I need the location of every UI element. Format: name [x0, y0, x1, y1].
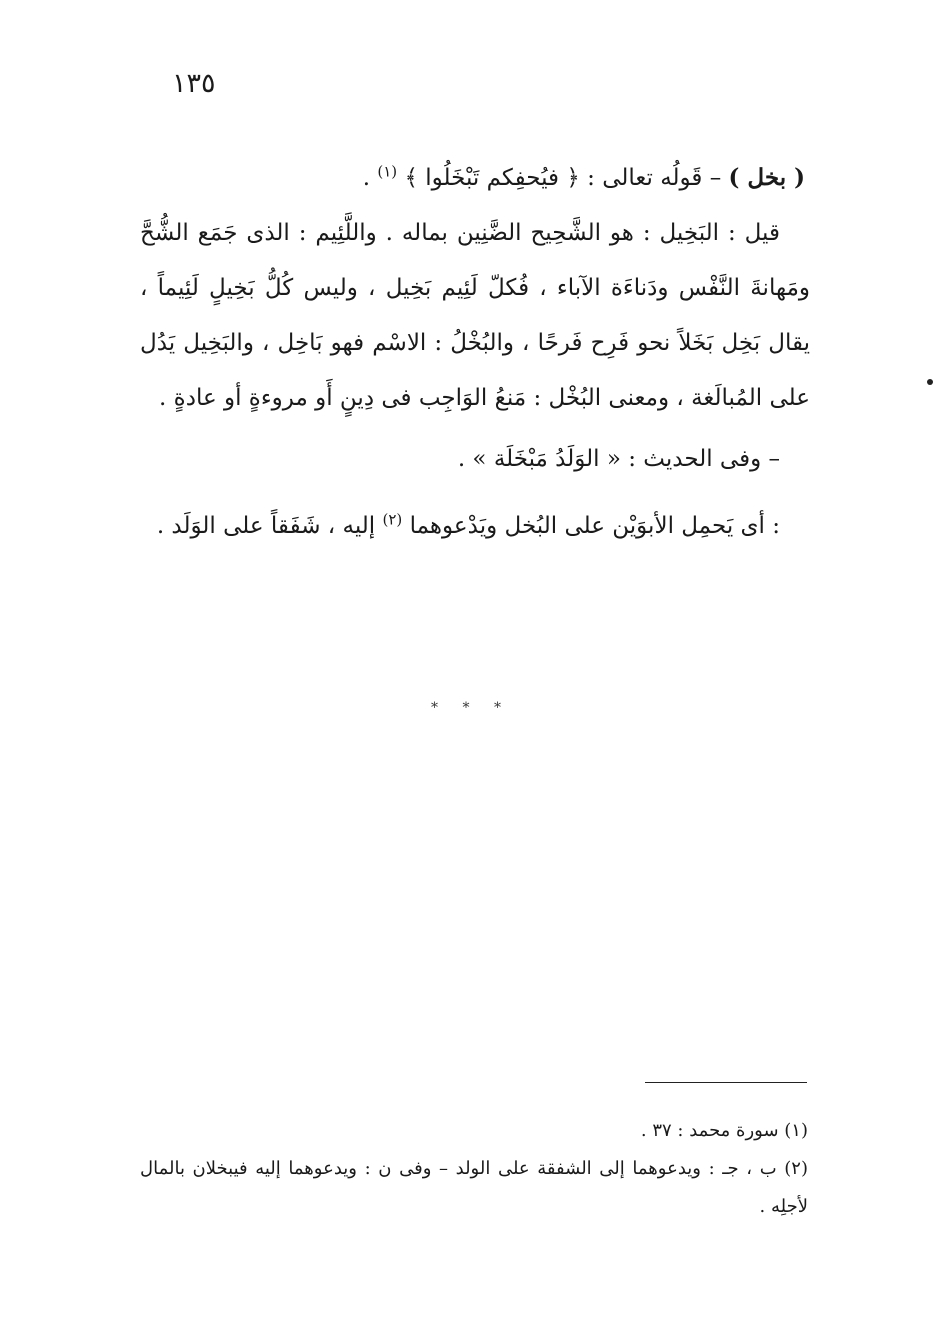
entry-headword: ( بخل ): [728, 164, 805, 191]
definition-paragraph: قيل : البَخِيل : هو الشَّحِيح الضَّنِين بماله . واللَّئِيم : الذى جَمَع الشُّحَّ ومَهانةَ النَّفْس ودَناءَة الآباء ، فُكلّ لَئِيم بَخِيل ، وليس كُلُّ بَخِيلٍ لَئِيماً ، يقال بَخِل بَخَلاً نحو فَرِح فَرحًا ، والبُخْلُ : الاسْم فهو بَاخِل ، والبَخِيل يَدُل على المُبالَغة ، ومعنى البُخْل : مَنعُ الوَاجِب فى دِينٍ أَو مروءةٍ أو عادةٍ .: [140, 220, 810, 411]
explanation-after: إليه ، شَفَقاً على الوَلَد .: [156, 513, 383, 539]
footnote-1: (١) سورة محمد : ٣٧ .: [640, 1120, 808, 1141]
margin-mark: [927, 379, 933, 385]
explanation-before: : أى يَحمِل الأبوَيْن على البُخل ويَدْعوهما: [402, 513, 780, 539]
footnote-ref-2[interactable]: (٢): [382, 510, 403, 529]
entry-quran-quote: – قَولُه تعالى : ﴿ فيُحفِكم تَبْخَلُوا ﴾: [397, 165, 729, 191]
footnote-2: (٢) ب ، جـ : ويدعوهما إلى الشفقة على الولد – وفى ن : ويدعوهما إليه فيبخلان بالمال لأجلِه .: [140, 1158, 808, 1217]
section-separator: * * *: [431, 700, 511, 716]
entry-heading-line: [140, 150, 810, 206]
page-number: ١٣٥: [172, 68, 216, 99]
hadith-line: – وفى الحديث : « الوَلَدُ مَبْخَلَة » .: [457, 446, 780, 472]
footnotes: [140, 1112, 808, 1226]
footnote-divider: [645, 1082, 807, 1083]
entry-end: .: [362, 165, 378, 191]
explanation-paragraph: [140, 499, 810, 554]
main-text: [140, 150, 810, 554]
footnote-ref-1[interactable]: (١): [377, 162, 398, 181]
